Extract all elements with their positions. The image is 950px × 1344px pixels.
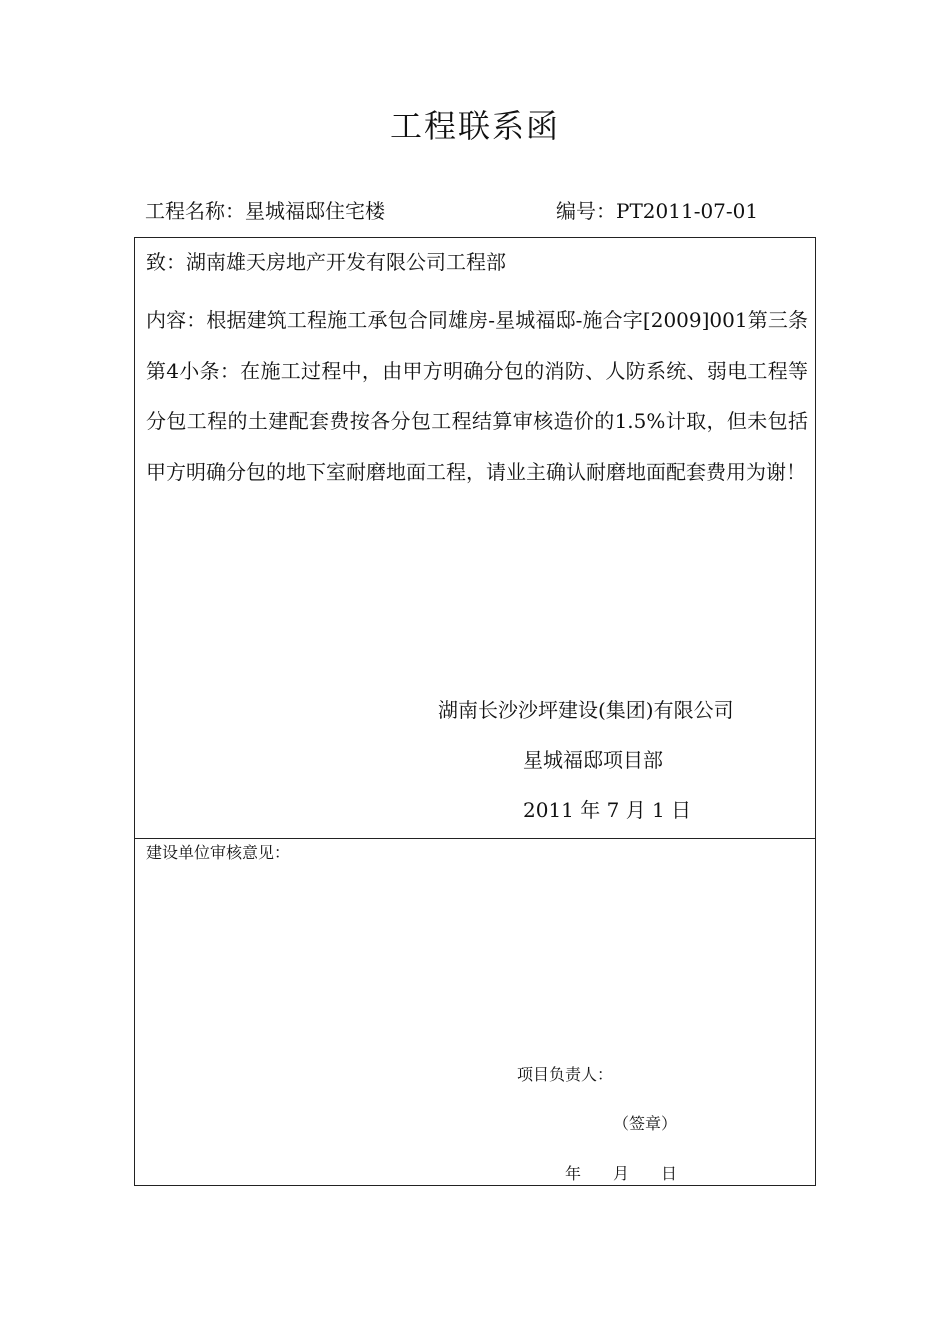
- sender-company: 湖南长沙沙坪建设(集团)有限公司: [438, 698, 734, 722]
- recipient-line: 致：湖南雄天房地产开发有限公司工程部: [146, 250, 506, 274]
- review-date-placeholder: 年 月 日: [565, 1164, 678, 1183]
- document-title: 工程联系函: [389, 107, 560, 145]
- sender-department: 星城福邸项目部: [523, 748, 663, 772]
- document-number: 编号：PT2011-07-01: [556, 199, 759, 223]
- section-divider: [135, 838, 815, 839]
- project-name: 工程名称：星城福邸住宅楼: [145, 199, 385, 223]
- review-opinion-label: 建设单位审核意见：: [146, 843, 291, 862]
- letter-table: [134, 237, 816, 1186]
- sender-date: 2011 年 7 月 1 日: [523, 798, 692, 822]
- seal-label: （签章）: [613, 1114, 678, 1133]
- letter-content: 内容：根据建筑工程施工承包合同雄房-星城福邸-施合字[2009]001第三条第4小条：在施工过程中，由甲方明确分包的消防、人防系统、弱电工程等分包工程的土建配套费按各分包工程结算审核造价的1.5%计取，但未包括甲方明确分包的地下室耐磨地面工程，请业主确认耐磨地面配套费用为谢！: [146, 308, 808, 484]
- project-leader-label: 项目负责人：: [517, 1065, 614, 1084]
